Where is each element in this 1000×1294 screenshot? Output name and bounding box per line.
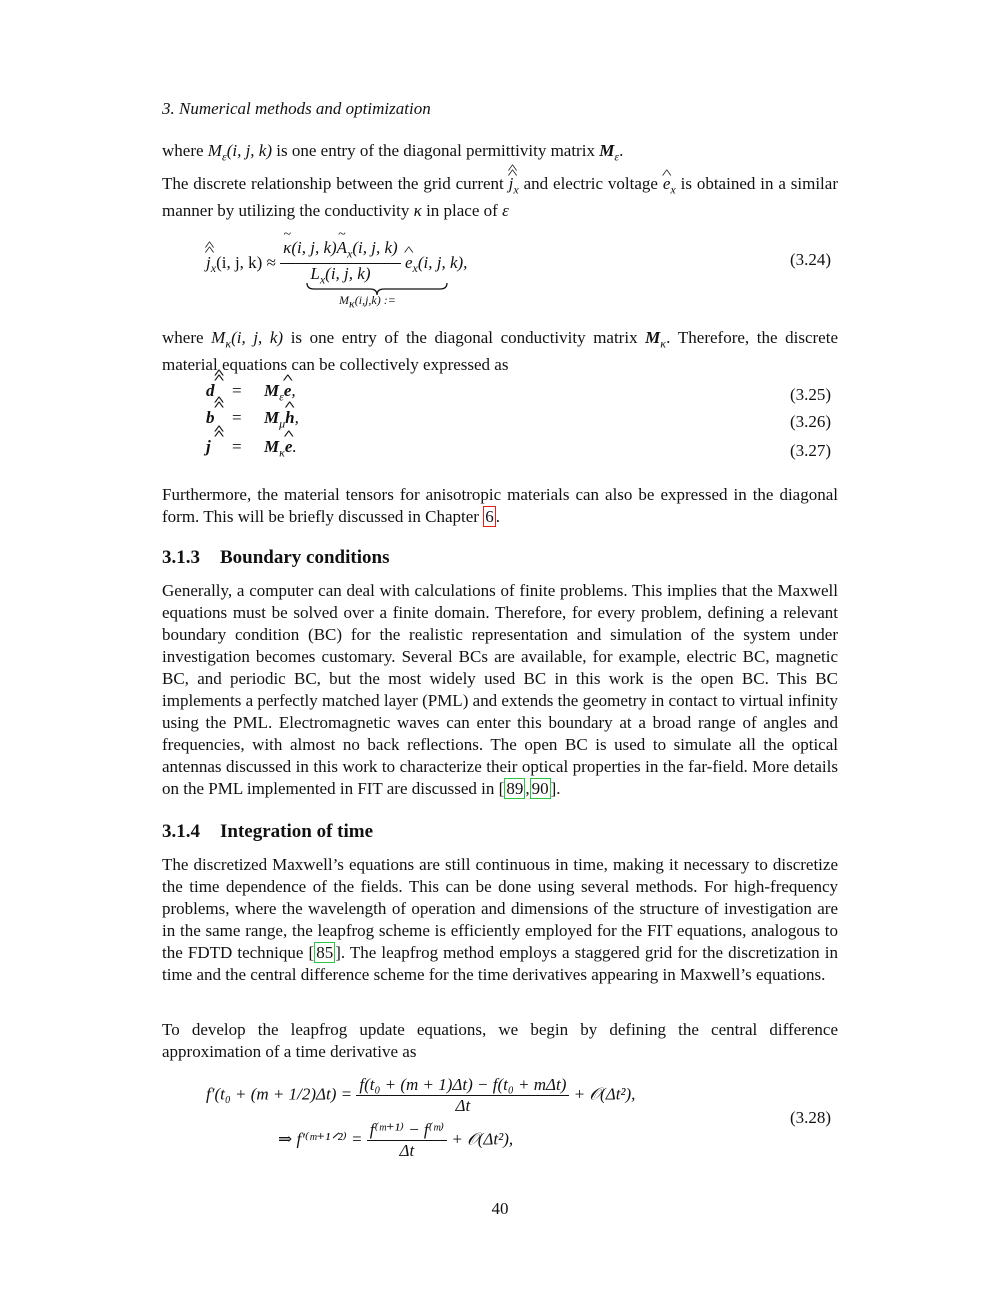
equation-number: (3.28)	[790, 1108, 832, 1127]
underbrace-label: $M_\kappa(i,j,k)$ :=	[339, 293, 396, 311]
equation-3-26: ^ b ^ = $M_\mu\^{}$ h,	[206, 408, 299, 431]
fraction: $\frac{\text{f⁽ᵐ⁺¹⁾ − f⁽ᵐ⁾}}{\Delta t}$	[367, 1120, 447, 1161]
fraction: ~ $\frac{\kappa(i, j, k)\sim A_x(i, j, k)}{L_x(i, j, k)}$	[280, 238, 401, 290]
paragraph: where $M_\kappa(i$, j, k) is one entry of the diagonal conductivity matrix $M_\kappa$. Therefore, the discrete material equations can be collectively expressed as	[162, 328, 839, 375]
citation-link[interactable]: 85	[316, 943, 334, 962]
equation-3-24: ^ j $\^{}_x(i$, j, k) ≈ ~ $\frac{\kappa(i, j, k)\sim A_x(i, j, k)}{L_x(i, j, k)}$ ^ $e_x(i$, j, k),	[206, 238, 467, 290]
equation-3-25: ^ d ^ = $M_\varepsilon\^{}$ e,	[206, 381, 296, 404]
page-number: 40	[491, 1199, 509, 1218]
equation-3-27: ^ j ^ = $M_\kappa\^{}$ e.	[206, 437, 297, 460]
citation-link[interactable]: 89	[506, 779, 524, 798]
equation-number: (3.27)	[790, 441, 832, 460]
section-heading: 3.1.3 Boundary conditions	[162, 547, 390, 568]
citation-link[interactable]: 90	[531, 779, 549, 798]
paragraph: To develop the leapfrog update equations, we begin by defining the central difference approximation of a time derivative as	[162, 1020, 838, 1061]
running-header: 3. Numerical methods and optimization	[162, 99, 431, 118]
paragraph: Generally, a computer can deal with calculations of finite problems. This implies that the Maxwell equations must be solved over a finite domain. Therefore, for every problem, defining a relevant boundary condition (BC) for the realistic representation and simulation of the system under investigation becomes customary. Several BCs are available, for example, electric BC, magnetic BC, and periodic BC, but the most widely used BC in this work is the open BC. This BC implements a perfectly matched layer (PML) and extends the geometry in contact to virtual infinity using the PML. Electromagnetic waves can enter this boundary at a broad range of angles and frequencies, with almost no back reflections. The open BC is used to simulate all the optical antennas discussed in this work to characterize their optical properties in the far-field. More details on the PML implemented in FIT are discussed in [ 89 , 90 ].	[162, 581, 839, 798]
paragraph: The discrete relationship between the grid current ^ j $\^{}_x$ and electric voltage ^ $e_x$ is obtained in a similar manner by utilizing the conductivity κ in place of ε	[162, 173, 838, 222]
paragraph: Furthermore, the material tensors for anisotropic materials can also be expressed in the diagonal form. This will be briefly discussed in Chapter 6 .	[162, 485, 838, 526]
equation-3-28-line-2: ⇒ f′⁽ᵐ⁺¹ᐟ²⁾ = $\frac{\text{f⁽ᵐ⁺¹⁾ − f⁽ᵐ⁾}}{\Delta t}$ + 𝒪(Δt²),	[278, 1120, 514, 1160]
fraction: $\frac{\text{f(t₀ + (m + 1)Δt) − f(t₀ + mΔt)}}{\Delta t}$	[356, 1075, 569, 1116]
equation-number: (3.26)	[790, 412, 832, 431]
section-heading: 3.1.4 Integration of time	[162, 821, 374, 842]
equation-number: (3.25)	[790, 385, 832, 404]
equation-number: (3.24)	[790, 250, 832, 269]
chapter-reference-link[interactable]: 6	[485, 507, 494, 526]
paragraph: The discretized Maxwell’s equations are still continuous in time, making it necessary to discretize the time dependence of the fields. This can be done using several methods. For high-frequency problems, where the wavelength of operation and dimensions of the structure of investigation are in the same range, the leapfrog scheme is efficiently employed for the FIT equations, analogous to the FDTD technique [ 85 ]. The leapfrog method employs a staggered grid for the discretization in time and the central difference scheme for the time derivatives appearing in Maxwell’s equations.	[162, 855, 838, 984]
paragraph: where $M_\varepsilon(i$, j, k) is one entry of the diagonal permittivity matrix $M_\varepsilon$.	[162, 141, 624, 164]
equation-3-28-line-1: f′(t₀ + (m + 1/2)Δt) = $\frac{\text{f(t₀ + (m + 1)Δt) − f(t₀ + mΔt)}}{\Delta t}$ + 𝒪(Δt²),	[206, 1075, 636, 1115]
